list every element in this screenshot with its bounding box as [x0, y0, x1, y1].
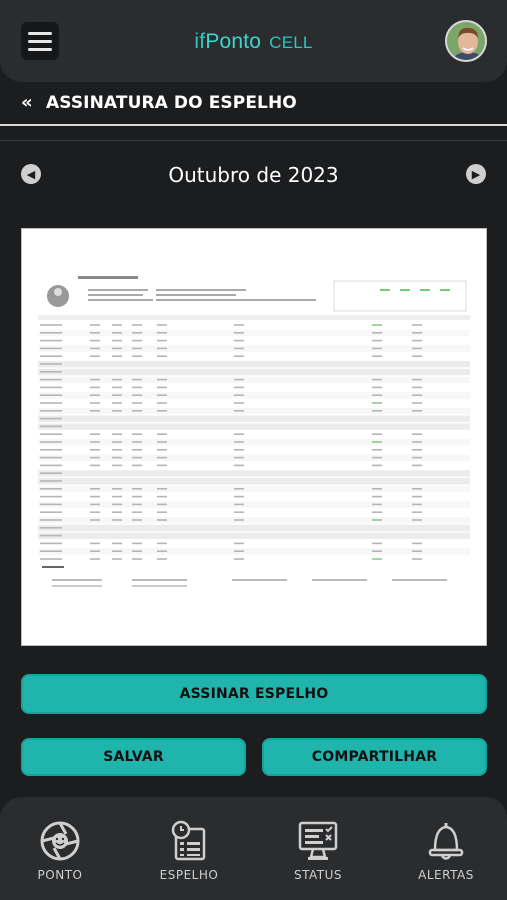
timesheet-icon	[168, 820, 210, 862]
timesheet-thumbnail-icon	[22, 229, 487, 646]
tab-status[interactable]	[273, 820, 363, 882]
title-divider	[0, 124, 507, 126]
sign-timesheet-button[interactable]: ASSINAR ESPELHO	[21, 674, 487, 714]
tab-label: PONTO	[37, 868, 83, 882]
bell-icon	[425, 820, 467, 862]
user-avatar[interactable]	[445, 20, 487, 62]
tab-label: ALERTAS	[418, 868, 474, 882]
monitor-status-icon	[297, 820, 339, 862]
share-button[interactable]: COMPARTILHAR	[262, 738, 487, 776]
logo-suffix: CELL	[269, 33, 313, 52]
top-header	[0, 0, 507, 82]
tab-label: STATUS	[293, 868, 343, 882]
save-button[interactable]: SALVAR	[21, 738, 246, 776]
tab-alertas[interactable]	[401, 820, 491, 882]
previous-month-icon[interactable]: ◀	[21, 164, 41, 184]
month-label: Outubro de 2023	[168, 163, 339, 187]
logo-prefix: if	[194, 30, 206, 53]
logo-main: Ponto	[205, 30, 262, 53]
section-divider	[0, 140, 507, 141]
app-logo	[0, 30, 507, 54]
tab-espelho[interactable]	[144, 820, 234, 882]
camera-face-icon	[39, 820, 81, 862]
next-month-icon[interactable]: ▶	[466, 164, 486, 184]
tab-ponto[interactable]	[15, 820, 105, 882]
page-title: ASSINATURA DO ESPELHO	[46, 93, 297, 113]
timesheet-document-preview[interactable]	[21, 228, 487, 646]
back-icon[interactable]: «	[21, 92, 33, 113]
avatar-photo-icon	[447, 22, 487, 62]
tab-label: ESPELHO	[159, 868, 219, 882]
